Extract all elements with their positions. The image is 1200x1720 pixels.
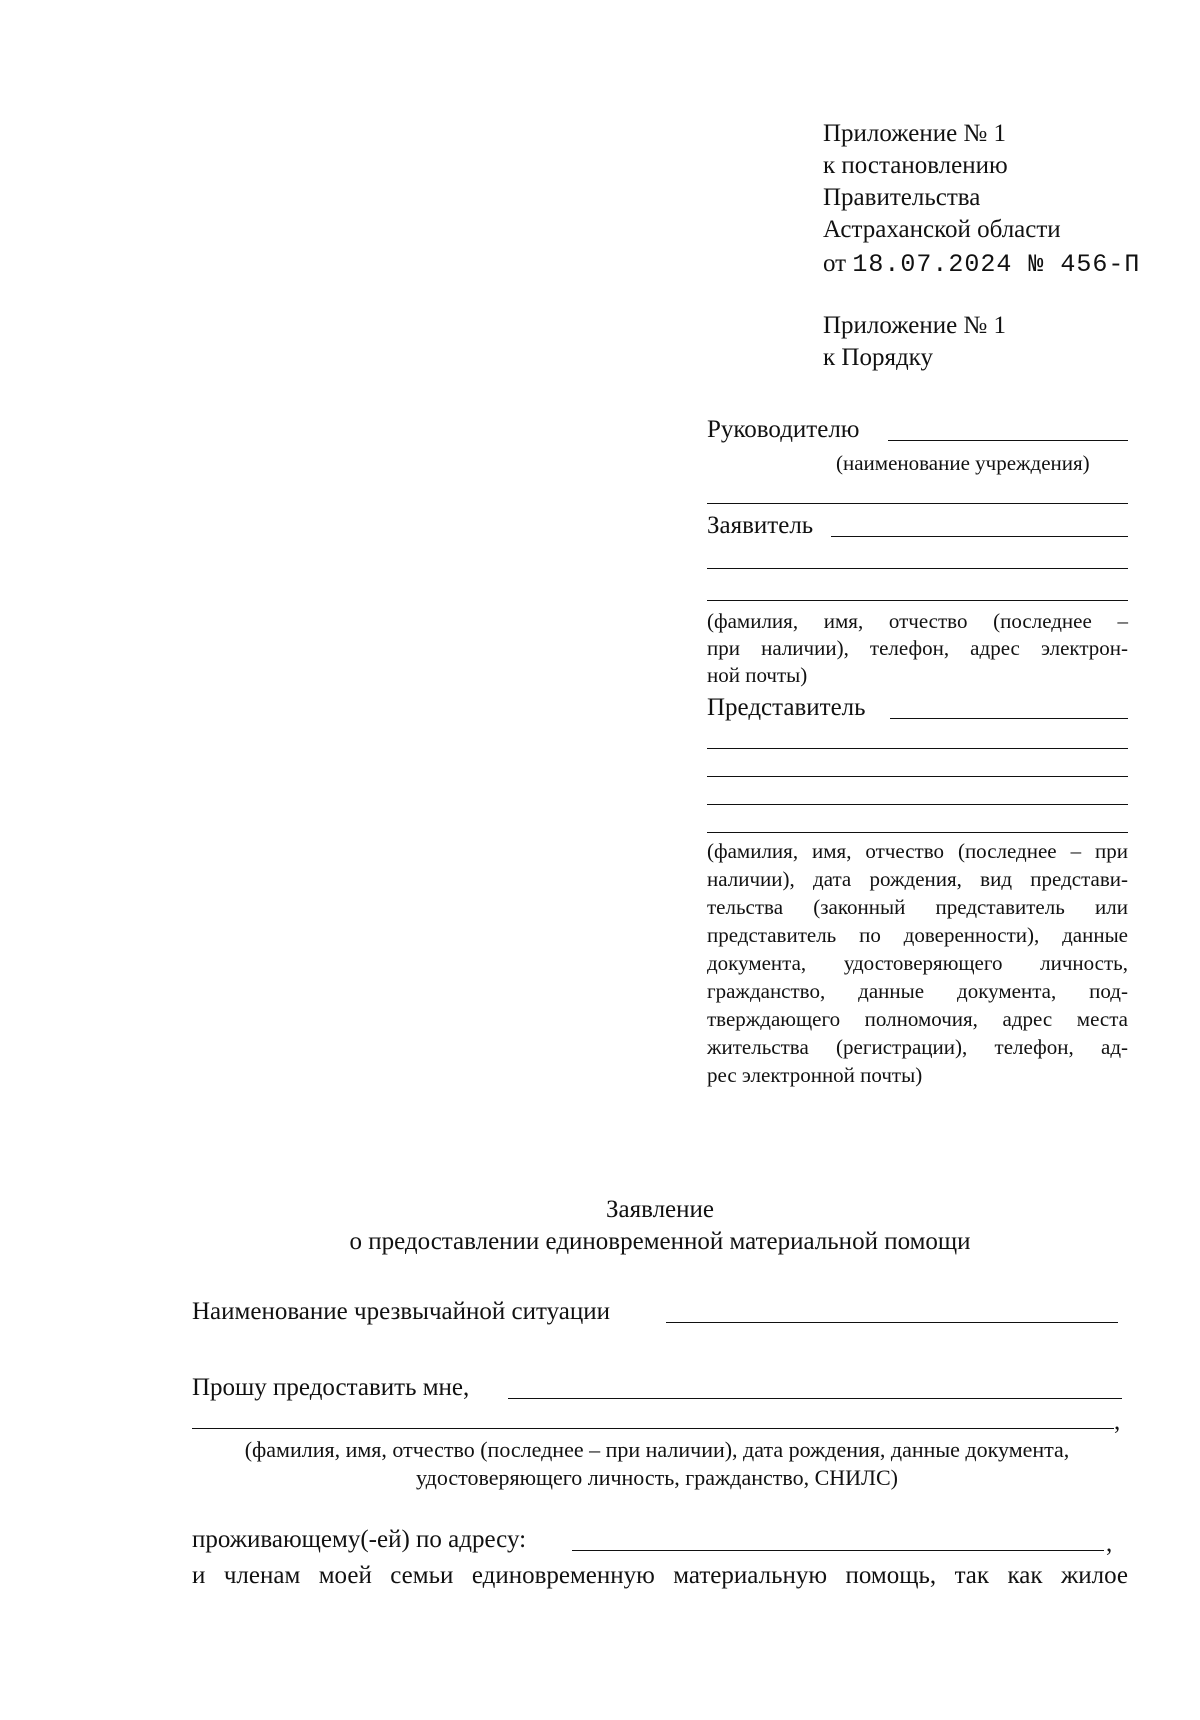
representative-caption-8: жительства (регистрации), телефон, ад- <box>707 1035 1128 1059</box>
date-prefix: от <box>823 250 847 277</box>
resolution-date: 18.07.2024 № 456-П <box>852 250 1141 279</box>
statement-title: Заявление <box>605 1196 715 1223</box>
request-input-line-2[interactable] <box>192 1428 1114 1429</box>
request-comma: , <box>1114 1408 1121 1435</box>
request-label: Прошу предоставить мне, <box>192 1374 470 1401</box>
head-label: Руководителю <box>707 416 860 443</box>
applicant-caption-2: при наличии), телефон, адрес электрон- <box>707 636 1128 660</box>
representative-input-line-1[interactable] <box>890 718 1128 719</box>
annex-procedure-number: Приложение № 1 <box>823 312 1007 339</box>
representative-caption-5: документа, удостоверяющего личность, <box>707 951 1128 975</box>
annex-government: Правительства <box>823 184 981 211</box>
applicant-input-line-3[interactable] <box>707 600 1128 601</box>
representative-caption-7: тверждающего полномочия, адрес места <box>707 1007 1128 1031</box>
applicant-caption-1: (фамилия, имя, отчество (последнее – <box>707 609 1128 633</box>
emergency-label: Наименование чрезвычайной ситуации <box>192 1298 610 1325</box>
representative-caption-2: наличии), дата рождения, вид представи- <box>707 867 1128 891</box>
representative-caption-3: тельства (законный представитель или <box>707 895 1128 919</box>
representative-input-line-5[interactable] <box>707 832 1128 833</box>
applicant-input-line-2[interactable] <box>707 568 1128 569</box>
address-comma: , <box>1106 1530 1113 1557</box>
annex-region: Астраханской области <box>823 216 1061 243</box>
applicant-input-line-1[interactable] <box>831 536 1128 537</box>
person-caption-1: (фамилия, имя, отчество (последнее – при наличии), дата рождения, данные документа, <box>244 1437 1070 1462</box>
applicant-label: Заявитель <box>707 512 814 539</box>
representative-input-line-3[interactable] <box>707 776 1128 777</box>
representative-input-line-4[interactable] <box>707 804 1128 805</box>
applicant-caption-3: ной почты) <box>707 663 808 687</box>
request-input-line-1[interactable] <box>508 1398 1122 1399</box>
representative-input-line-2[interactable] <box>707 748 1128 749</box>
annex-resolution: к постановлению <box>823 152 1008 179</box>
person-caption-2: удостоверяющего личность, гражданство, СНИЛС) <box>416 1465 898 1490</box>
representative-caption-4: представитель по доверенности), данные <box>707 923 1128 947</box>
head-input-line[interactable] <box>888 440 1128 441</box>
statement-body-line: и членам моей семьи единовременную материальную помощь, так как жилое <box>192 1562 1128 1589</box>
representative-caption-1: (фамилия, имя, отчество (последнее – при <box>707 839 1128 863</box>
representative-label: Представитель <box>707 694 866 721</box>
annex-number: Приложение № 1 <box>823 120 1007 147</box>
representative-caption-9: рес электронной почты) <box>707 1063 923 1087</box>
emergency-input-line[interactable] <box>666 1322 1118 1323</box>
resolution-date-line <box>823 248 1140 281</box>
address-label: проживающему(-ей) по адресу: <box>192 1526 527 1553</box>
address-input-line[interactable] <box>572 1550 1104 1551</box>
head-caption: (наименование учреждения) <box>836 451 1090 475</box>
head-input-line-2[interactable] <box>707 503 1128 504</box>
representative-caption-6: гражданство, данные документа, под- <box>707 979 1128 1003</box>
annex-procedure: к Порядку <box>823 344 933 371</box>
statement-subtitle: о предоставлении единовременной материальной помощи <box>349 1228 971 1255</box>
